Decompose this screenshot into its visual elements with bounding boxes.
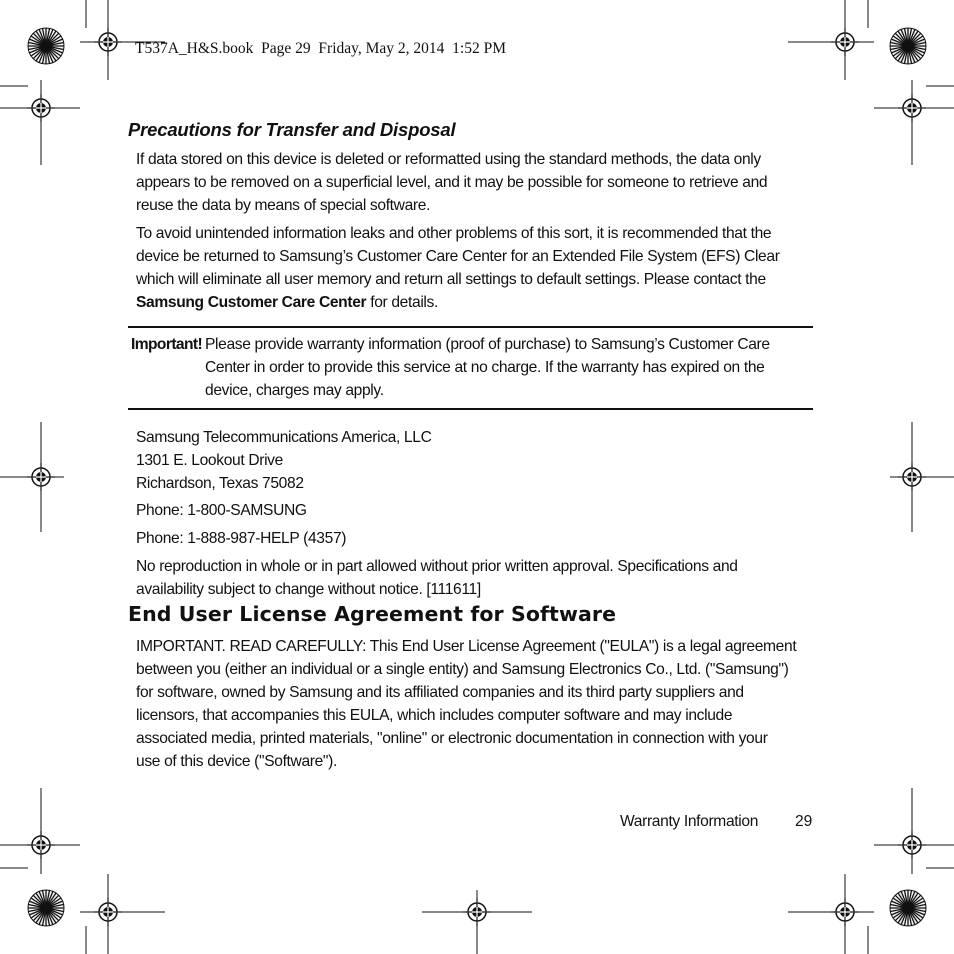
phone-number-2: Phone: 1-888-987-HELP (4357) xyxy=(136,530,347,547)
paragraph-efs-clear xyxy=(136,222,816,314)
important-label: Important! xyxy=(131,336,203,353)
footer-section-label: Warranty Information xyxy=(620,813,759,830)
street-address: 1301 E. Lookout Drive xyxy=(136,452,283,469)
text-line: between you (either an individual or a single entity) and Samsung Electronics Co., Ltd. ("Samsung") xyxy=(136,661,789,678)
section-heading-precautions: Precautions for Transfer and Disposal xyxy=(128,119,456,140)
text-line: device be returned to Samsung’s Customer Care Center for an Extended File System (EFS) Clear xyxy=(136,248,780,265)
text-line: associated media, printed materials, "online" or electronic documentation in connection with your xyxy=(136,730,768,747)
city-state-zip: Richardson, Texas 75082 xyxy=(136,475,304,492)
important-note xyxy=(205,333,805,402)
text-line xyxy=(136,291,816,314)
print-slug-line: T537A_H&S.book Page 29 Friday, May 2, 2014 1:52 PM xyxy=(135,40,506,57)
text-line: which will eliminate all user memory and return all settings to default settings. Please contact the xyxy=(136,271,766,288)
reproduction-notice xyxy=(136,555,816,601)
text-line: for software, owned by Samsung and its affiliated companies and its third party suppliers and xyxy=(136,684,744,701)
text-line: IMPORTANT. READ CAREFULLY: This End User License Agreement ("EULA") is a legal agreement xyxy=(136,638,797,655)
customer-care-center-emphasis: Samsung Customer Care Center xyxy=(136,294,367,311)
text-line: No reproduction in whole or in part allowed without prior written approval. Specifications and xyxy=(136,558,738,575)
text-line: If data stored on this device is deleted or reformatted using the standard methods, the data only xyxy=(136,151,761,168)
text-line: appears to be removed on a superficial level, and it may be possible for someone to retrieve and xyxy=(136,174,768,191)
company-name: Samsung Telecommunications America, LLC xyxy=(136,429,432,446)
address-block xyxy=(136,426,816,495)
page-number: 29 xyxy=(795,813,813,830)
text-fragment: for details. xyxy=(366,294,438,311)
text-line: Center in order to provide this service at no charge. If the warranty has expired on the xyxy=(205,359,765,376)
text-line: To avoid unintended information leaks and other problems of this sort, it is recommended that the xyxy=(136,225,772,242)
important-top-rule xyxy=(128,326,813,328)
text-line: use of this device ("Software"). xyxy=(136,753,337,770)
phone-number-1: Phone: 1-800-SAMSUNG xyxy=(136,502,307,519)
text-line: licensors, that accompanies this EULA, which includes computer software and may include xyxy=(136,707,733,724)
important-bottom-rule xyxy=(128,408,813,410)
text-line: Please provide warranty information (proof of purchase) to Samsung’s Customer Care xyxy=(205,336,770,353)
text-line: device, charges may apply. xyxy=(205,382,384,399)
text-line: availability subject to change without notice. [111611] xyxy=(136,581,481,598)
paragraph-data-deletion xyxy=(136,148,816,217)
text-line: reuse the data by means of special software. xyxy=(136,197,431,214)
section-heading-eula: End User License Agreement for Software xyxy=(128,602,617,626)
eula-paragraph xyxy=(136,635,816,773)
